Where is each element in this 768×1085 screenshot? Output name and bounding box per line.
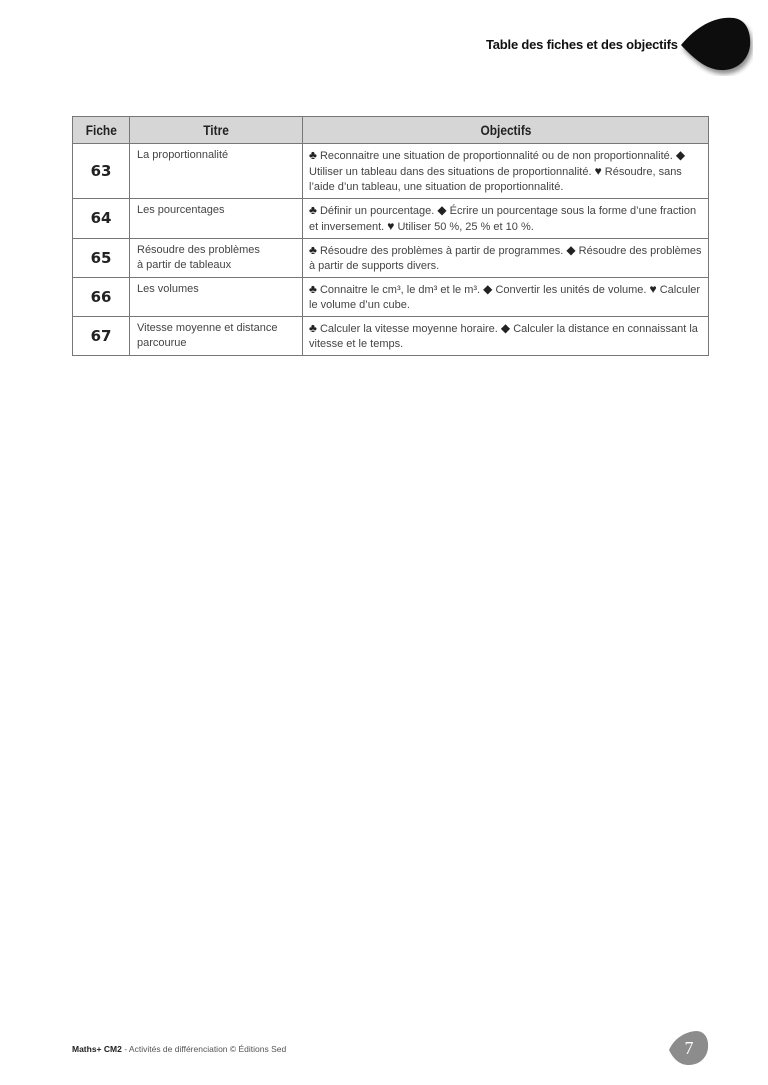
table-row [73, 317, 709, 356]
objective-text: Résoudre des problèmes à partir de programmes. [319, 245, 564, 257]
objective-text: Utiliser 50 %, 25 % et 10 %. [397, 221, 534, 233]
fiche-number: 65 [73, 239, 130, 278]
club-icon: ♣ [309, 243, 317, 257]
club-icon: ♣ [309, 148, 317, 162]
fiche-title-line: Les pourcentages [137, 204, 225, 216]
objective-text: Calculer la distance en connaissant la vitesse et le temps. [309, 323, 698, 350]
footer-text: - Activités de différenciation © Éditions Sed [121, 1044, 287, 1054]
column-header-titre: Titre [130, 117, 303, 144]
objective-text: Écrire un pourcentage sous la forme d’une fraction et inversement. [309, 205, 697, 233]
objective-text: Résoudre des problèmes à partir de supports divers. [309, 245, 702, 272]
diamond-icon: ◆ [675, 148, 686, 162]
fiche-title-line: à partir de tableaux [137, 259, 232, 271]
objectives-table [72, 116, 709, 356]
fiche-number: 63 [73, 144, 130, 199]
objective-text: Utiliser un tableau dans des situations de proportionnalité. [309, 166, 592, 178]
fiche-number: 66 [73, 278, 130, 317]
page-number: 7 [684, 1037, 694, 1058]
fiche-title-line: Résoudre des problèmes [137, 244, 260, 256]
fiche-title-line: Les volumes [137, 283, 199, 295]
diamond-icon: ◆ [566, 243, 576, 257]
club-icon: ♣ [309, 203, 317, 217]
fiche-objectives [303, 199, 709, 239]
table-header-row [73, 117, 709, 144]
fiche-objectives [303, 317, 709, 356]
table-row [73, 199, 709, 239]
fiche-title-line: La proportionnalité [137, 149, 229, 161]
table-row [73, 239, 709, 278]
objective-text: Calculer la vitesse moyenne horaire. [319, 323, 498, 335]
table-row [73, 278, 709, 317]
objective-text: Résoudre, sans l’aide d’un tableau, une situation de proportionnalité. [309, 166, 682, 193]
footer-brand: Maths+ CM2 [72, 1044, 122, 1054]
club-icon: ♣ [309, 282, 317, 296]
diamond-icon: ◆ [483, 282, 493, 296]
heart-icon: ♥ [594, 164, 602, 178]
heart-icon: ♥ [387, 219, 395, 233]
fiche-number: 64 [73, 199, 130, 239]
drop-decoration-icon [678, 16, 753, 76]
fiche-title [130, 317, 303, 356]
objective-text: Définir un pourcentage. [319, 205, 435, 217]
heart-icon: ♥ [649, 282, 657, 296]
fiche-title-line: parcourue [137, 337, 187, 349]
fiche-objectives [303, 144, 709, 199]
fiche-objectives [303, 278, 709, 317]
column-header-fiche: Fiche [73, 117, 130, 144]
objective-text: Reconnaitre une situation de proportionnalité ou de non proportionnalité. [319, 150, 673, 162]
page-title: Table des fiches et des objectifs [486, 37, 678, 52]
fiche-title [130, 144, 303, 199]
footer-credit [72, 1044, 286, 1054]
objective-text: Connaitre le cm³, le dm³ et le m³. [319, 284, 481, 296]
table-row [73, 144, 709, 199]
fiche-number: 67 [73, 317, 130, 356]
club-icon: ♣ [309, 321, 317, 335]
objective-text: Calculer le volume d’un cube. [309, 284, 701, 311]
fiche-title [130, 199, 303, 239]
fiche-objectives [303, 239, 709, 278]
diamond-icon: ◆ [500, 321, 511, 335]
fiche-title [130, 239, 303, 278]
objective-text: Convertir les unités de volume. [495, 284, 647, 296]
fiche-title-line: Vitesse moyenne et distance [137, 322, 278, 334]
column-header-objectifs: Objectifs [303, 117, 709, 144]
diamond-icon: ◆ [437, 203, 447, 217]
fiche-title [130, 278, 303, 317]
